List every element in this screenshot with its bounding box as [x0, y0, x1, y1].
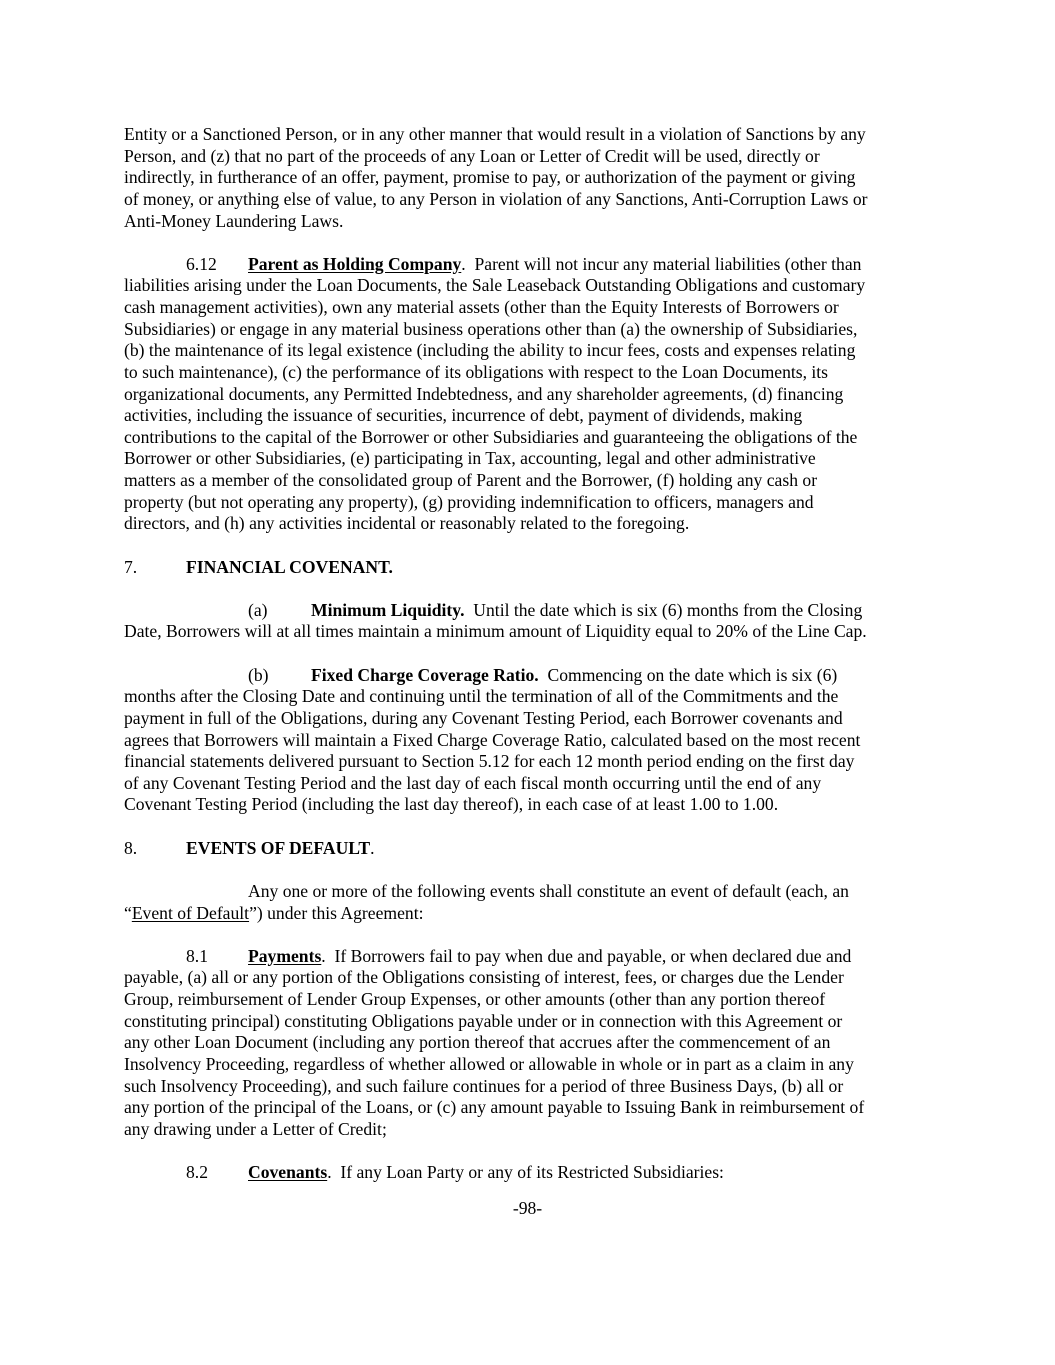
text-segment: . Parent will not incur any material liabilities (other than [461, 253, 862, 274]
blank-line [124, 643, 944, 665]
text-segment: . If Borrowers fail to pay when due and payable, or when declared due and [321, 945, 852, 966]
line-text [124, 751, 854, 773]
line-text [124, 405, 802, 427]
blank-line [124, 859, 944, 881]
line-text [124, 275, 865, 297]
text-segment: . [370, 837, 375, 858]
text-segment: constituting principal) constituting Obligations payable under or in connection with this Agreement or [124, 1010, 843, 1031]
text-segment: Commencing on the date which is six (6) [538, 664, 838, 685]
text-segment: directors, and (h) any activities incidental or reasonably related to the foregoing. [124, 513, 690, 534]
text-segment: of any Covenant Testing Period and the last day of each fiscal month occurring until the end of any [124, 772, 822, 793]
text-segment: any portion of the principal of the Loans, or (c) any amount payable to Issuing Bank in reimbursement of [124, 1097, 865, 1118]
line-text [124, 1054, 854, 1076]
text-line [124, 621, 944, 643]
text-line [124, 730, 944, 752]
line-text [124, 513, 689, 535]
line-text [124, 362, 828, 384]
line-text [124, 319, 857, 341]
text-segment: months after the Closing Date and continuing until the termination of all of the Commitments and the [124, 686, 839, 707]
section-number: 8.1 [186, 945, 208, 966]
section-heading-line [124, 838, 944, 860]
section-title: Minimum Liquidity. [311, 599, 465, 620]
line-text [248, 881, 849, 903]
text-segment: payable, (a) all or any portion of the Obligations consisting of interest, fees, or charges due the Lender [124, 967, 844, 988]
section-number: (a) [248, 599, 268, 620]
line-text [124, 1097, 864, 1119]
line-text [124, 211, 343, 233]
text-segment: Insolvency Proceeding, regardless of whether allowed or allowable in whole or in part as a claim in any [124, 1053, 854, 1074]
section-heading-line [124, 665, 944, 687]
text-segment: Any one or more of the following events shall constitute an event of default (each, an [248, 880, 849, 901]
text-line [124, 686, 944, 708]
text-segment: . If any Loan Party or any of its Restricted Subsidiaries: [327, 1162, 724, 1182]
text-line [124, 1076, 944, 1098]
blank-line [124, 578, 944, 600]
line-text [248, 946, 851, 968]
blank-line [124, 1140, 944, 1162]
text-segment: contributions to the capital of the Borrower or other Subsidiaries and guaranteeing the obligations of the [124, 426, 858, 447]
text-line [124, 189, 944, 211]
text-line [124, 1097, 944, 1119]
line-text [124, 903, 423, 925]
text-segment: such Insolvency Proceeding), and such failure continues for a period of three Business Days, (b) all or [124, 1075, 844, 1096]
text-line [124, 405, 944, 427]
text-line [124, 167, 944, 189]
section-heading-line [124, 1162, 944, 1184]
text-segment: to such maintenance), (c) the performance of its obligations with respect to the Loan Documents, its [124, 361, 829, 382]
line-text [248, 1162, 724, 1184]
text-segment: (b) the maintenance of its legal existence (including the ability to incur fees, costs and expenses relating [124, 340, 856, 361]
text-segment: Covenant Testing Period (including the last day thereof), in each case of at least 1.00 to 1.00. [124, 794, 779, 815]
section-heading-line [124, 946, 944, 968]
text-segment: Borrower or other Subsidiaries, (e) participating in Tax, accounting, legal and other administrative [124, 448, 816, 469]
text-segment: liabilities arising under the Loan Documents, the Sale Leaseback Outstanding Obligations and customary [124, 275, 866, 296]
section-number: 7. [124, 556, 138, 577]
text-line [124, 384, 944, 406]
line-text [124, 1011, 842, 1033]
text-segment: financial statements delivered pursuant to Section 5.12 for each 12 month period ending on the first day [124, 751, 855, 772]
line-text [124, 686, 838, 708]
section-title: Covenants [248, 1162, 328, 1182]
text-line [124, 903, 944, 925]
document-body [124, 124, 944, 1184]
text-line [124, 1032, 944, 1054]
text-segment: any drawing under a Letter of Credit; [124, 1118, 387, 1139]
defined-term: Event of Default [131, 902, 250, 923]
line-text [124, 427, 857, 449]
text-segment: Subsidiaries) or engage in any material business operations other than (a) the ownership of Subsidiaries, [124, 318, 858, 339]
text-line [124, 448, 944, 470]
line-text [124, 773, 821, 795]
text-line [124, 362, 944, 384]
text-line [124, 275, 944, 297]
text-line [124, 319, 944, 341]
section-heading-line [124, 254, 944, 276]
text-segment: activities, including the issuance of securities, incurrence of debt, payment of dividends, making [124, 405, 803, 426]
text-segment: Until the date which is six (6) months from the Closing [464, 599, 863, 620]
text-line [124, 967, 944, 989]
line-text [311, 600, 862, 622]
section-title: Fixed Charge Coverage Ratio. [311, 664, 539, 685]
line-text [124, 340, 855, 362]
text-line [124, 794, 944, 816]
section-heading-line [124, 557, 944, 579]
blank-line [124, 535, 944, 557]
text-line [124, 211, 944, 233]
line-text [124, 621, 867, 643]
text-line [124, 124, 944, 146]
line-text [124, 967, 844, 989]
section-number: 8. [124, 837, 138, 858]
text-segment: of money, or anything else of value, to any Person in violation of any Sanctions, Anti-Corruption Laws or [124, 188, 868, 209]
text-segment: any other Loan Document (including any portion thereof that accrues after the commencement of an [124, 1032, 831, 1053]
line-text [124, 470, 817, 492]
section-title: EVENTS OF DEFAULT [186, 837, 371, 858]
text-segment: Person, and (z) that no part of the proceeds of any Loan or Letter of Credit will be used, directly or [124, 145, 820, 166]
text-segment: property (but not operating any property), (g) providing indemnification to officers, managers and [124, 491, 814, 512]
line-text [124, 1119, 387, 1141]
line-text [124, 794, 778, 816]
line-text [248, 254, 861, 276]
page-number: -98- [512, 1198, 543, 1218]
blank-line [124, 232, 944, 254]
line-text [124, 730, 860, 752]
line-text [124, 448, 816, 470]
line-text [124, 1076, 843, 1098]
text-line [124, 340, 944, 362]
text-line [124, 1054, 944, 1076]
text-line [124, 751, 944, 773]
blank-line [124, 924, 944, 946]
line-text [124, 146, 820, 168]
line-text [124, 989, 825, 1011]
line-text [124, 1032, 830, 1054]
line-text [186, 838, 375, 860]
line-text [124, 124, 866, 146]
text-line [124, 297, 944, 319]
section-number: 6.12 [186, 253, 217, 274]
text-segment: cash management activities), own any material assets (other than the Equity Interests of Borrowers or [124, 297, 839, 317]
text-segment: “ [124, 902, 132, 923]
text-line [124, 1119, 944, 1141]
text-segment: ”) under this Agreement: [249, 902, 424, 923]
text-line [124, 470, 944, 492]
text-line [124, 513, 944, 535]
section-title: Parent as Holding Company [248, 253, 462, 274]
line-text [124, 492, 814, 514]
text-line [124, 989, 944, 1011]
text-line [124, 773, 944, 795]
text-line [124, 881, 944, 903]
text-segment: Date, Borrowers will at all times maintain a minimum amount of Liquidity equal to 20% of the Line Cap. [124, 621, 867, 642]
text-segment: matters as a member of the consolidated group of Parent and the Borrower, (f) holding any cash or [124, 470, 818, 490]
text-segment: agrees that Borrowers will maintain a Fixed Charge Coverage Ratio, calculated based on the most recent [124, 729, 861, 750]
text-line [124, 427, 944, 449]
line-text [124, 189, 868, 211]
section-heading-line [124, 600, 944, 622]
text-segment: Entity or a Sanctioned Person, or in any other manner that would result in a violation of Sanctions by any [124, 124, 866, 144]
line-text [311, 665, 837, 687]
text-segment: organizational documents, any Permitted Indebtedness, and any shareholder agreements, (d) financing [124, 383, 844, 404]
text-line [124, 492, 944, 514]
section-title: Payments [248, 945, 322, 966]
line-text [186, 557, 393, 579]
blank-line [124, 816, 944, 838]
text-line [124, 708, 944, 730]
text-segment: Group, reimbursement of Lender Group Expenses, or other amounts (other than any portion thereof [124, 989, 826, 1009]
line-text [124, 384, 843, 406]
text-segment: Anti-Money Laundering Laws. [124, 210, 344, 231]
text-segment: payment in full of the Obligations, during any Covenant Testing Period, each Borrower covenants and [124, 707, 843, 728]
line-text [124, 708, 843, 730]
text-segment: indirectly, in furtherance of an offer, payment, promise to pay, or authorization of the payment or giving [124, 167, 856, 188]
section-title: FINANCIAL COVENANT. [186, 556, 393, 577]
text-line [124, 146, 944, 168]
line-text [124, 167, 855, 189]
section-number: (b) [248, 664, 269, 685]
section-number: 8.2 [186, 1162, 208, 1182]
line-text [124, 297, 839, 319]
text-line [124, 1011, 944, 1033]
